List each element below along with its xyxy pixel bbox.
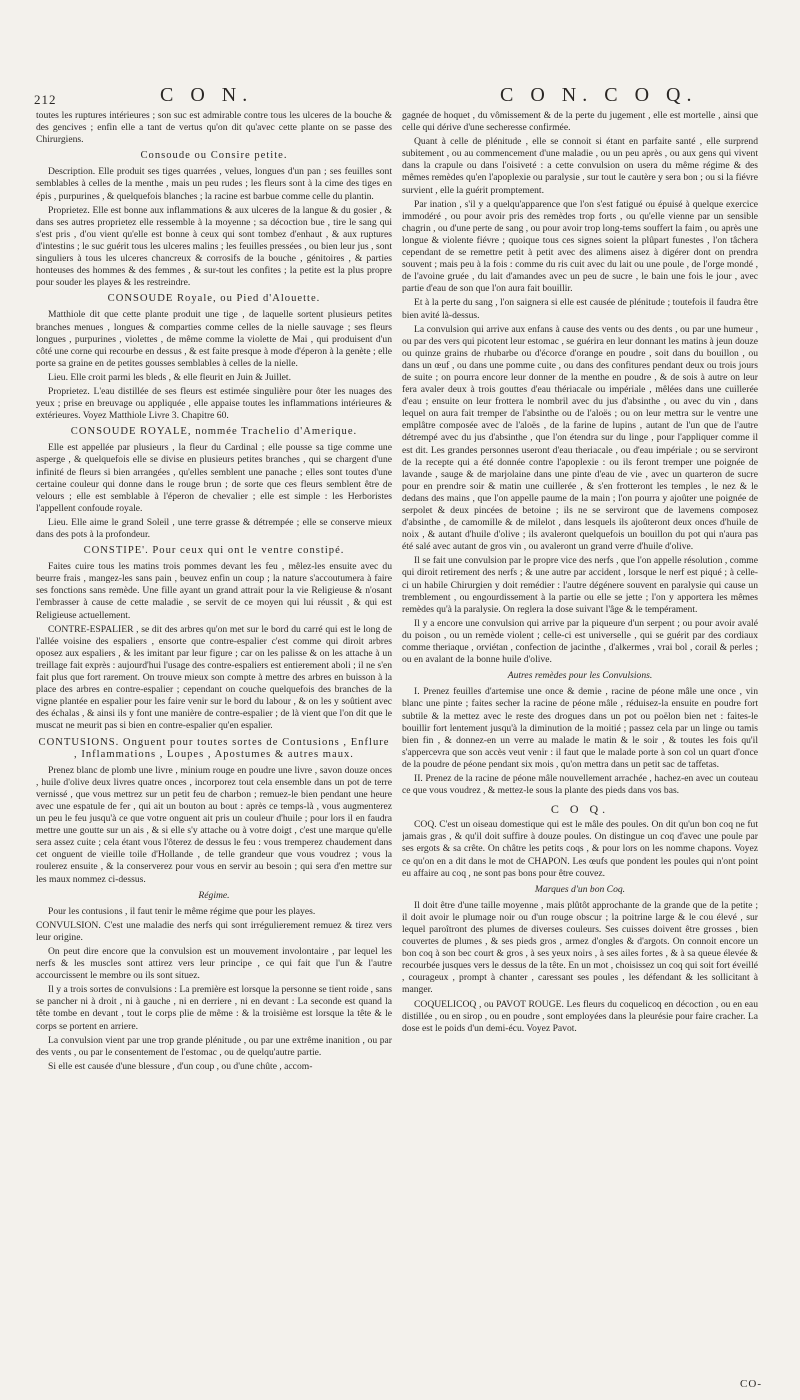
paragraph: Il doit être d'une taille moyenne , mais plûtôt approchante de la grande que de la petite ; il doit avoir le plumage noir ou d'un rouge obscur ; la poitrine large & le cou élevé , sur lequel paroîtront des plumes de diverses couleurs. Ses cuisses doivent être grosses , bien couvertes de plumes , & ses pieds gros , armez d'ongles & d'argots. On connoit encore un bon coq à son bec court & gros , à ses yeux noirs , à ses ailes fortes , & à sa queue élevée & recourbée jusques vers le dessus de la tête. En un mot , choisissez un coq qui soit fort éveillé , courageux , prompt à chanter , caressant ses poules , les défendant & les sollicitant à manger. (402, 899, 758, 996)
paragraph: II. Prenez de la racine de péone mâle nouvellement arrachée , hachez-en avec un couteau ce que vous voudrez , & mettez-le sous la plante des pieds dans vos bas. (402, 772, 758, 797)
paragraph: I. Prenez feuilles d'artemise une once & demie , racine de péone mâle une once , vin blanc une pinte ; faites secher la racine de péone mâle , réduisez-la ensuite en poudre fort subtile & la mettez avec le reste des drogues dans un pot ou poëlon bien net : faites-le bouillir fort lentement jusqu'à la diminution de la moitié ; passez cela par un linge ou tamis bien fin , & donnez-en un verre au malade le matin & le soir , & toutes les fois qu'il s'appercevra que son accès veut venir : il faut que le malade porte à son col un quart d'once de la poudre de péone pendant six mois , qu'on mettra dans un petit sac de taffetas. (402, 686, 758, 770)
section-heading: C O Q. (550, 802, 610, 817)
paragraph: Il y a encore une convulsion qui arrive par la piqueure d'un serpent ; ou pour avoir avalé du poison , ou un remède violent ; celle-ci est universelle , qui se guérit par des cordiaux comme theriaque , orviétan , confection de jacinthe , d'alkermes , vrai bol , corail & perles ; ou en avalant de la bonne huile d'olive. (402, 617, 758, 666)
left-column (36, 110, 392, 1375)
entry-heading: CONTUSIONS. Onguent pour toutes sortes de Contusions , Enflure , Inflammations , Loupes , Apostumes & autres maux. (38, 736, 390, 760)
page-number: 212 (34, 92, 57, 107)
paragraph: Et à la perte du sang , l'on saignera si elle est causée de plénitude ; toutefois il faudra être bien avité là-dessus. (402, 297, 758, 321)
paragraph: Proprietez. Elle est bonne aux inflammations & aux ulceres de la langue & du gosier , & dans ses autres proprietez elle ressemble à la moyenne ; sa décoction bue , tire le sang qui s'est pris , d'ou vient qu'elle est bonne à ceux qui sont tombez d'enhaut , & aux ruptures d'intestins ; le suc guérit tous les ulceres malins ; les feuilles pressées , ou bien leur jus , sont singuliers à tous les ulceres chancreux & corrosifs de la bouche , génitoires , & parties honteuses des hommes & des femmes , & sur-tout les confites ; la petite est la plus propre pour souder les playes & les restreindre. (36, 204, 392, 289)
catchword: CO- (740, 1378, 762, 1390)
paragraph: Quant à celle de plénitude , elle se connoit si étant en parfaite santé , elle surprend subitement , ou au commencement d'une maladie , ou un peu après , ou aux gens qui vivent dans la crapule ou dans l'oisiveté : a cette convulsion on usera du même régime & des mêmes remèdes qu'en l'apoplexie ou paralysie , sur tout le cautère y sera bon ; ou si la fiévre survient , elle la guérit promptement. (402, 136, 758, 196)
paragraph: La convulsion qui arrive aux enfans à cause des vents ou des dents , ou par une humeur , ou par des vers qui picotent leur estomac , se guérira en leur donnant les matins à jeun douze ou quinze grains de rhubarbe ou d'écorce d'orange en poudre , soit dans du bouillon , ou dans un œuf , ou dans une pomme cuite , ou dans des confitures pendant deux ou trois jours de suite ; on pourra encore leur donner de la menthe en poudre , & de sois à autre on leur fera avaler deux à trois gouttes d'eau thériacale ou impériale , mêlées dans une cuillerée d'eau ; ensuite on leur frottera le nombril avec du jus d'absinthe , ou avec du vin , dans lequel on aura fait tremper de l'absinthe ou de l'aloës ; ou on leur mettra sur le ventre une emplâtre composée avec de l'aloës , de la farine de lupins , autant de l'un que de l'autre détrempé avec du jus d'absinthe , que l'on étendra sur du linge , pour l'appliquer comme il est dit. Les grandes personnes useront d'eau theriacale , ou d'eau impériale ; ou se serviront de la recepte qui a été donnée contre l'apoplexie : ou ils feront tremper une poignée de lavande , sauge & de marjolaine dans une pinte d'eau de vie , avec un quarteron de sucre pour en prendre soir & matin une cuillerée , & s'en frotteront les temples , le nez & le dedans des mains , que l'on appelle paume de la main ; l'on pourra y ajoûter une poignée de serpolet & deux pincées de betoine ; ils ne se serviront que de lavemens composez d'absinthe , de camomille & de milelot , dans lesquels ils ajoûteront deux onces d'huile de noix , & autant d'huile d'olive ; ils avaleront quelquefois un bouillon du pot qui n'aura pas été salé avec autant de gros vin , ou avaleront un grand verre d'huile d'olive. (402, 323, 758, 553)
running-head-right: C O N. C O Q. (500, 84, 698, 106)
paragraph: Lieu. Elle aime le grand Soleil , une terre grasse & détrempée ; elle se conserve mieux dans des pots à la profondeur. (36, 516, 392, 540)
paragraph: Description. Elle produit ses tiges quarrées , velues, longues d'un pan ; ses feuilles sont semblables à celles de la menthe , mais un peu rudes ; les fleurs sont à la cime des tiges en épis , purpurines , & quelquefois blanches ; la racine est barbue comme celle du plantin. (36, 166, 392, 202)
paragraph: La convulsion vient par une trop grande plénitude , ou par une extrême inanition , ou par des vents , ou par le consentement de l'estomac , ou de quelqu'autre partie. (36, 1034, 392, 1058)
paragraph: Lieu. Elle croit parmi les bleds , & elle fleurit en Juin & Juillet. (48, 371, 291, 383)
paragraph: Matthiole dit que cette plante produit une tige , de laquelle sortent plusieurs petites branches menues , longues & comparties comme celles de la nielle sauvage ; ses fleurs longues , purpurines , violettes , de même comme la violette de Mai , qui produisent d'un côté une corne qui recourbe en dessus , & est faite presque à mode d'éperon à la genète ; elle porte sa graine en de petites gousses semblables à celles de la nielle. (36, 309, 392, 369)
paragraph: CONVULSION. C'est une maladie des nerfs qui sont irrégulierement remuez & tirez vers leur origine. (36, 919, 392, 943)
subheading: Régime. (198, 889, 230, 901)
entry-heading: CONSTIPE'. Pour ceux qui ont le ventre constipé. (83, 545, 345, 557)
paragraph: Si elle est causée d'une blessure , d'un coup , ou d'une chûte , accom- (48, 1060, 313, 1072)
entry-heading: Consoude ou Consire petite. (140, 150, 288, 162)
paragraph: Faites cuire tous les matins trois pommes devant les feu , mêlez-les ensuite avec du beurre frais , mangez-les sans pain , beuvez enfin un coup ; la nature s'accoutumera à faire ses fonctions sans remède. Une fille ayant un grand attrait pour la vie Religieuse & n'osant l'embrasser à cause de cette maladie , se servit de ce moyen qui lui réussit , & qui est Religieuse actuellement. (36, 561, 392, 621)
paragraph: toutes les ruptures intérieures ; son suc est admirable contre tous les ulceres de la bouche & des gencives ; enfin elle a tant de vertus qu'on dit qu'avec cette plante on se passe des Chirurgiens. (36, 110, 392, 146)
paragraph: Prenez blanc de plomb une livre , minium rouge en poudre une livre , savon douze onces , huile d'olive deux livres quatre onces , incorporez tout cela ensemble dans un pot de terre vernissé , que vous mettrez sur un petit feu de charbon ; remuez-le bien pendant une heure avec une espatule de fer , qui ait un bouton au bout : après ce temps-là , vous augmenterez un peu le feu jusqu'à ce que votre onguent ait pris un couleur d'huile ; pour lors il en faudra mettre une goutte sur un ais , & si elle s'y attache ou à votre doigt , c'est une marque qu'elle sera assez cuite ; cela étant vous l'ôterez de dessus le feu : vous tremperez chaudement dans cet onguent de vieille toile d'Hollande , de telle grandeur que vous voudrez ; vous la roulerez ensuite , & la conserverez pour vous en servir au besoin ; qui sera d'en mettre sur les maux nommez ci-dessus. (36, 764, 392, 885)
paragraph: COQUELICOQ , ou PAVOT ROUGE. Les fleurs du coquelicoq en décoction , ou en eau distillée , ou en sirop , ou en poudre , sont employées dans la pleurésie pour faire cracher. La dose est le poids d'un demi-écu. Voyez Pavot. (402, 998, 758, 1034)
paragraph: COQ. C'est un oiseau domestique qui est le mâle des poules. On dit qu'un bon coq ne fut jamais gras , & qu'il doit suffire à douze poules. On distingue un coq d'avec une poule par ses ergots & sa crête. On châtre les petits coqs , & pour lors on les nomme chapons. Voyez ce qu'on en a dit dans le mot de CHAPON. Les œufs que pondent les poules qui n'ont point eu affaire au coq , ne sont pas bons pour être couvez. (402, 819, 758, 879)
paragraph: CONTRE-ESPALIER , se dit des arbres qu'on met sur le bord du carré qui est le long de l'allée voisine des espaliers , ensorte que contre-espalier c'est comme qui diroit arbres oposez aux espaliers , & les imitant par leur figure ; car on les palisse & on les attache à un treillage fait exprès : aujourd'hui l'usage des contre-espaliers est entierement aboli ; il ne s'en fait plus que fort rarement. On trouve mieux son compte à mettre des arbres en buisson à la place des arbres en contre-espalier ; cependant on couche quelquefois des branches de la vigne plantée en espalier pour les faire venir sur le bord du labour , & on les y soûtient avec des échalas , & ainsi ils y font une manière de contre-espalier ; de là vient que l'on dit que le muscat ne meurit pas si bien en contre-espalier qu'en espalier. (36, 623, 392, 732)
subheading: Marques d'un bon Coq. (534, 883, 626, 895)
paragraph: gagnée de hoquet , du vômissement & de la perte du jugement , elle est mortelle , ainsi que celle qui dérive d'une secheresse confirmée. (402, 110, 758, 134)
paragraph: Elle est appellée par plusieurs , la fleur du Cardinal ; elle pousse sa tige comme une asperge , & quelquefois elle se divise en plusieurs petites branches , qui se chargent d'une infinité de fleurs si bien arrangées , qu'elles semblent une panache ; elles sont toutes d'une certaine couleur qui donne dans le rouge brun ; de sorte que ces fleurs semblent être de velours ; elle est semblable à l'éperon de chevalier ; elle est simple : les Herboristes l'appellent confoude royale. (36, 442, 392, 514)
paragraph: Proprietez. L'eau distillée de ses fleurs est estimée singulière pour ôter les nuages des yeux ; prise en breuvage ou appliquée , elle appaise toutes les inflammations intérieures & extérieures. Voyez Matthiole Livre 3. Chapitre 60. (36, 385, 392, 422)
right-column (402, 110, 758, 1375)
paragraph: Pour les contusions , il faut tenir le même régime que pour les playes. (48, 905, 316, 917)
paragraph: Par ination , s'il y a quelqu'apparence que l'on s'est fatigué ou épuisé à quelque exercice immodéré , ou pour avoir pris des remèdes trop forts , ou qu'elle vienne par un sensible chagrin , ou d'une perte de sang , ou pour avoir trop long-tems souffert la faim , ou après une longue & violente fiévre ; quoique tous ces signes soient la plûpart funestes , l'on tâchera cependant de se remettre petit à petit avec des alimens aisez à digérer dont on prendra souvent ; mais peu à la fois : comme du ris cuit avec du lait ou une poule , de l'orge mondé , de l'avoine gruée , du lait d'amandes avec un peu de sucre , le bain une fois le jour , avec partie d'eau de son que l'on aura fait bouillir. (402, 198, 758, 295)
entry-heading: CONSOUDE Royale, ou Pied d'Alouette. (107, 293, 321, 305)
running-head-left: C O N. (160, 84, 254, 106)
paragraph: Il se fait une convulsion par le propre vice des nerfs , que l'on appelle résolution , comme qui diroit retirement des nerfs ; & une autre par accident , lorsque le nerf est piqué ; à celle-ci un habile Chirurgien y doit remédier : l'autre dégénere souvent en paralysie qui cause un tremblement , ou engourdissement à la partie ou elle se jette ; l'on y apportera les mêmes remèdes qu'à la paralysie. On reglera la dose suivant l'âge & le tempérament. (402, 555, 758, 615)
paragraph: Il y a trois sortes de convulsions : La première est lorsque la personne se tient roide , sans se pancher ni à droit , ni à gauche , ni en derriere , ni en devant : La seconde est quand la tête tombe en devant , tout le corps plie de même : & la troisième est lorsque la tête & le corps se portent en arriere. (36, 984, 392, 1032)
subheading: Autres remèdes pour les Convulsions. (507, 670, 653, 682)
entry-heading: CONSOUDE ROYALE, nommée Trachelio d'Amerique. (70, 426, 358, 438)
paragraph: On peut dire encore que la convulsion est un mouvement involontaire , par lequel les nerfs & les muscles sont attirez vers leur principe , ce qui fait que l'un & l'autre accourcissent le membre ou ils sont situez. (36, 946, 392, 982)
